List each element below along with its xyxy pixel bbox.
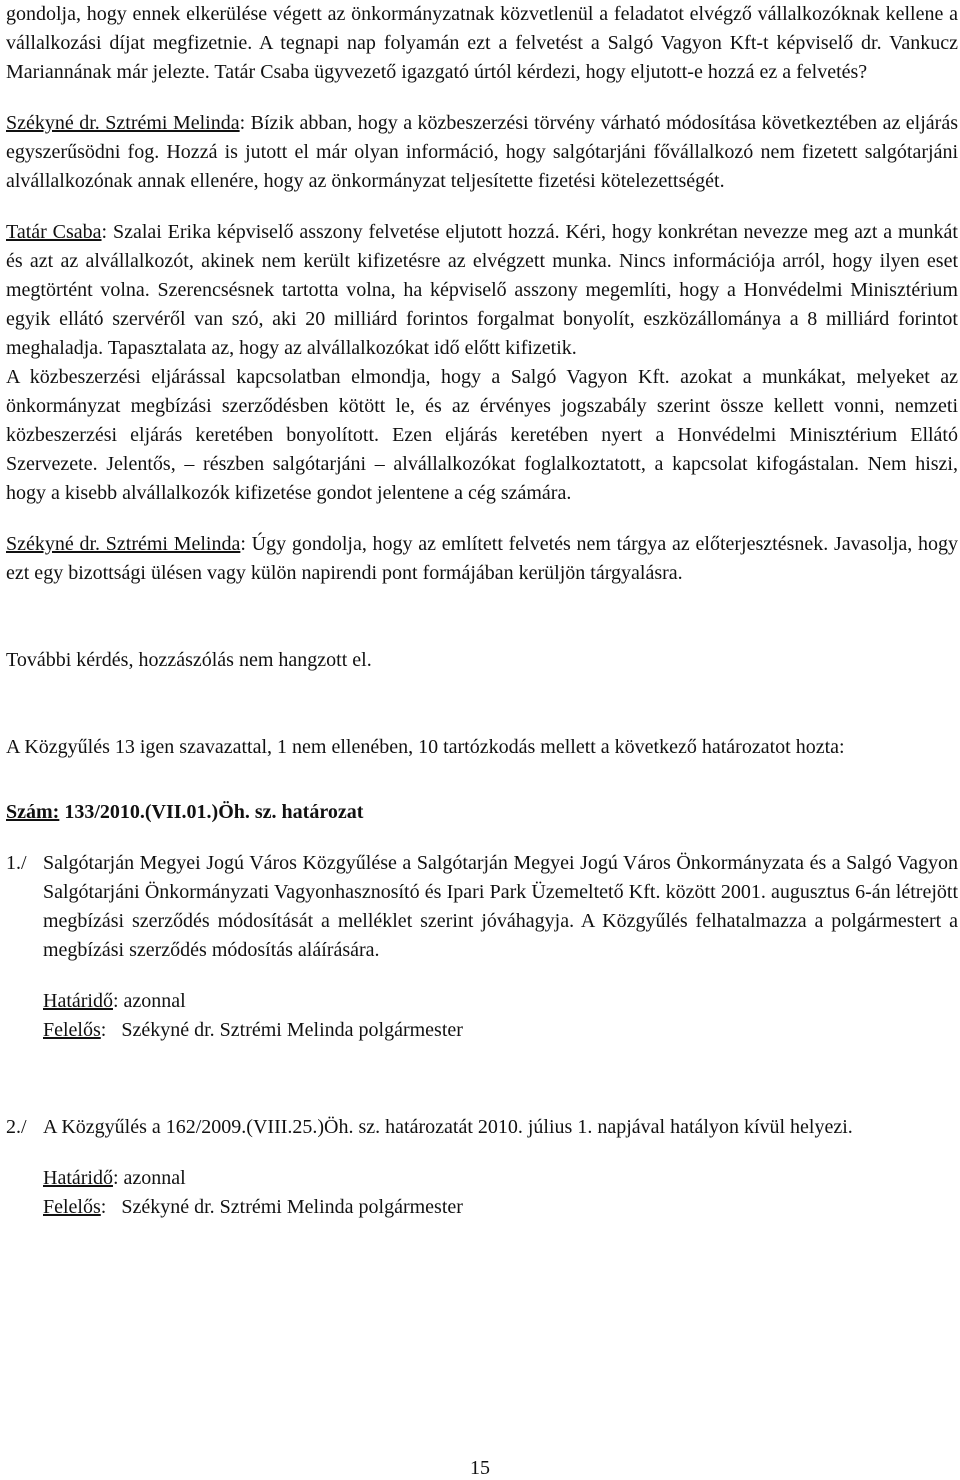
speaker-text: : Szalai Erika képviselő asszony felvetése eljutott hozzá. Kéri, hogy konkrétan nevezze meg azt a munkát és azt az alvállalkozót, akinek nem került kifizetésre az elvégzett munka. Nincs információja arról, hogy ilyen eset megtörtént volna. Szerencsésnek tartotta volna, ha képviselő asszony megemlíti, hogy a Honvédelmi Minisztérium egyik ellátó szervéről van szó, aki 20 milliárd forintos forgalmat bonyolít, eszközállománya a 8 milliárd forintot meghaladja. Tapasztalata az, hogy az alvállalkozókat idő előtt kifizetik. [6, 221, 958, 359]
responsible-label: Felelős [43, 1196, 101, 1218]
deadline-value: : azonnal [112, 1167, 186, 1189]
responsible-line [43, 1016, 958, 1045]
deadline-line [43, 1164, 958, 1193]
deadline-label: Határidő [43, 1167, 113, 1189]
paragraph-procurement: A közbeszerzési eljárással kapcsolatban elmondja, hogy a Salgó Vagyon Kft. azokat a munkákat, melyeket az önkormányzat megbízási szerződésben kötött le, és az érvényes jogszabály szerint össze kellett vonni, nemzeti közbeszerzési eljárás keretében bonyolított. Ezen eljárás keretében nyert a Honvédelmi Minisztérium Ellátó Szervezete. Jelentős, – részben salgótarjáni – alvállalkozókat foglalkoztatott, a kapcsolat kifogástalan. Nem hiszi, hogy a kisebb alvállalkozók kifizetése gondot jelentene a cég számára. [6, 366, 958, 504]
item-number: 2./ [6, 1116, 27, 1138]
speaker-name: Székyné dr. Sztrémi Melinda [6, 533, 241, 555]
speaker-text: : Úgy gondolja, hogy az említett felvetés nem tárgya az előterjesztésnek. Javasolja, hogy ezt egy bizottsági ülésen vagy külön napirendi pont formájában kerüljön tárgyalásra. [6, 533, 958, 584]
deadline-value: : azonnal [112, 990, 186, 1012]
paragraph-no-more-questions: További kérdés, hozzászólás nem hangzott el. [6, 649, 372, 671]
speaker-name: Tatár Csaba [6, 221, 102, 243]
resolution-title-number: 133/2010.(VII.01.)Öh. sz. határozat [59, 801, 364, 823]
item-number: 1./ [6, 852, 27, 874]
item-text: A Közgyűlés a 162/2009.(VIII.25.)Öh. sz. határozatát 2010. július 1. napjával hatályon kívül helyezi. [43, 1116, 853, 1138]
resolution-item-2 [6, 1113, 958, 1222]
speaker-name: Székyné dr. Sztrémi Melinda [6, 112, 240, 134]
resolution-title-label: Szám: [6, 801, 60, 823]
document-page [6, 0, 958, 1222]
page-number: 15 [470, 1457, 490, 1479]
paragraph-mayor-1 [6, 109, 958, 196]
deadline-line [43, 987, 958, 1016]
paragraph-tatar [6, 218, 958, 363]
responsible-value: : Székyné dr. Sztrémi Melinda polgármester [100, 1019, 463, 1041]
paragraph-vote: A Közgyűlés 13 igen szavazattal, 1 nem ellenében, 10 tartózkodás mellett a következő határozatot hozta: [6, 736, 845, 758]
item-text: Salgótarján Megyei Jogú Város Közgyűlése a Salgótarján Megyei Jogú Város Önkormányzata és a Salgó Vagyon Salgótarjáni Önkormányzati Vagyonhasznosító és Ipari Park Üzemeltető Kft. között 2001. augusztus 6-án létrejött megbízási szerződés módosítását a melléklet szerint jóváhagyja. A Közgyűlés felhatalmazza a polgármestert a megbízási szerződés módosítás aláírására. [43, 852, 958, 961]
speaker-text: : Bízik abban, hogy a közbeszerzési törvény várható módosítása következtében az eljárás egyszerűsödni fog. Hozzá is jutott el már olyan információ, hogy salgótarjáni fővállalkozó nem fizetett salgótarjáni alvállalkozónak annak ellenére, hogy az önkormányzat teljesítette fizetési kötelezettségét. [6, 112, 958, 192]
paragraph-mayor-2 [6, 530, 958, 588]
responsible-line [43, 1193, 958, 1222]
deadline-label: Határidő [43, 990, 113, 1012]
responsible-label: Felelős [43, 1019, 101, 1041]
resolution-item-1 [6, 849, 958, 1045]
responsible-value: : Székyné dr. Sztrémi Melinda polgármester [100, 1196, 463, 1218]
paragraph-intro: gondolja, hogy ennek elkerülése végett az önkormányzatnak közvetlenül a feladatot elvégző vállalkozóknak kellene a vállalkozási díjat megfizetnie. A tegnapi nap folyamán ezt a felvetést a Salgó Vagyon Kft-t képviselő dr. Vankucz Mariannának már jelezte. Tatár Csaba ügyvezető igazgató úrtól kérdezi, hogy eljutott-e hozzá ez a felvetés? [6, 3, 958, 83]
resolution-title [6, 798, 958, 827]
